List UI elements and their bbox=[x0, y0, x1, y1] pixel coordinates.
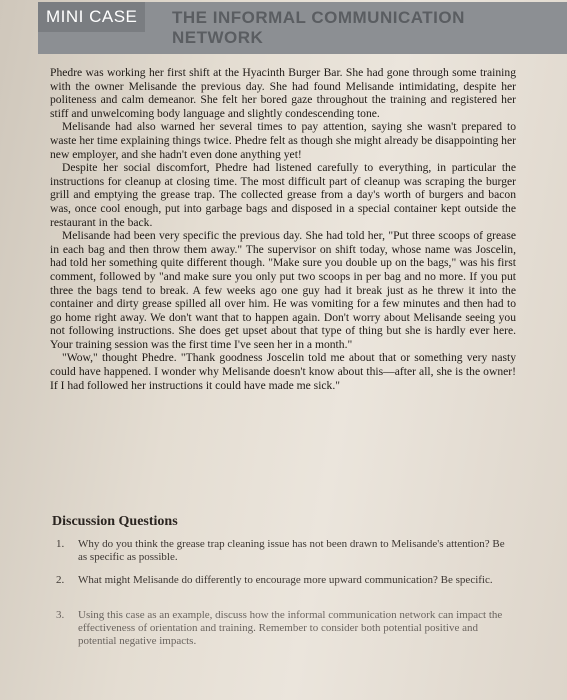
case-title bbox=[172, 8, 465, 48]
mini-case-header bbox=[38, 2, 567, 54]
case-title-line-1: THE INFORMAL COMMUNICATION bbox=[172, 8, 465, 27]
paragraph-4: Melisande had been very specific the previous day. She had told her, "Put three scoops of grease in each bag and then throw them away." The supervisor on shift today, whose name was Joscelin, had told her something quite different though. "Make sure you double up on the bags," was his first comment, followed by "and make sure you only put two scoops in per bag and no more. If you put three the bags tend to break. A few weeks ago one guy had it break just as he threw it into the container and dirty grease spilled all over him. He was vomiting for a few minutes and then had to go home right away. We don't want that to happen again. Don't worry about Melisande seeing you not following instructions. She does get upset about that type of thing but she is hardly ever here. Your training session was the first time I've seen her in a month." bbox=[50, 229, 516, 351]
question-number: 2. bbox=[56, 574, 65, 586]
paragraph-3: Despite her social discomfort, Phedre had listened carefully to everything, in particular the instructions for cleanup at closing time. The most difficult part of cleanup was scraping the burger grill and emptying the grease trap. The collected grease from a day's worth of burgers and bacon was, once cool enough, put into garbage bags and disposed in a special container kept outside the restaurant in the back. bbox=[50, 161, 516, 229]
case-title-line-2: NETWORK bbox=[172, 28, 264, 47]
question-number: 3. bbox=[56, 609, 65, 621]
mini-case-tag: MINI CASE bbox=[38, 2, 145, 32]
discussion-heading: Discussion Questions bbox=[52, 514, 178, 529]
paragraph-2: Melisande had also warned her several times to pay attention, saying she wasn't prepared to waste her time explaining things twice. Phedre felt as though she might already be disappointing her new employer, and she hadn't even done anything yet! bbox=[50, 120, 516, 161]
paragraph-1: Phedre was working her first shift at the Hyacinth Burger Bar. She had gone through some training with the owner Melisande the previous day. She had found Melisande intimidating, despite her politeness and calm demeanor. She felt her bored gaze throughout the training and registered her stiff and unwelcoming body language and slightly condescending tone. bbox=[50, 66, 516, 120]
question-text: What might Melisande do differently to encourage more upward communication? Be specific. bbox=[78, 574, 493, 586]
case-body bbox=[50, 66, 516, 392]
question-text: Why do you think the grease trap cleaning issue has not been drawn to Melisande's attention? Be as specific as possible. bbox=[78, 538, 505, 563]
question-text: Using this case as an example, discuss how the informal communication network can impact the effectiveness of orientation and training. Remember to consider both potential positive and potential negative impacts. bbox=[78, 609, 503, 647]
question-number: 1. bbox=[56, 538, 65, 550]
paragraph-5: "Wow," thought Phedre. "Thank goodness Joscelin told me about that or something very nasty could have happened. I wonder why Melisande doesn't know about this—after all, she is the owner! If I had followed her instructions it could have made me sick." bbox=[50, 351, 516, 392]
